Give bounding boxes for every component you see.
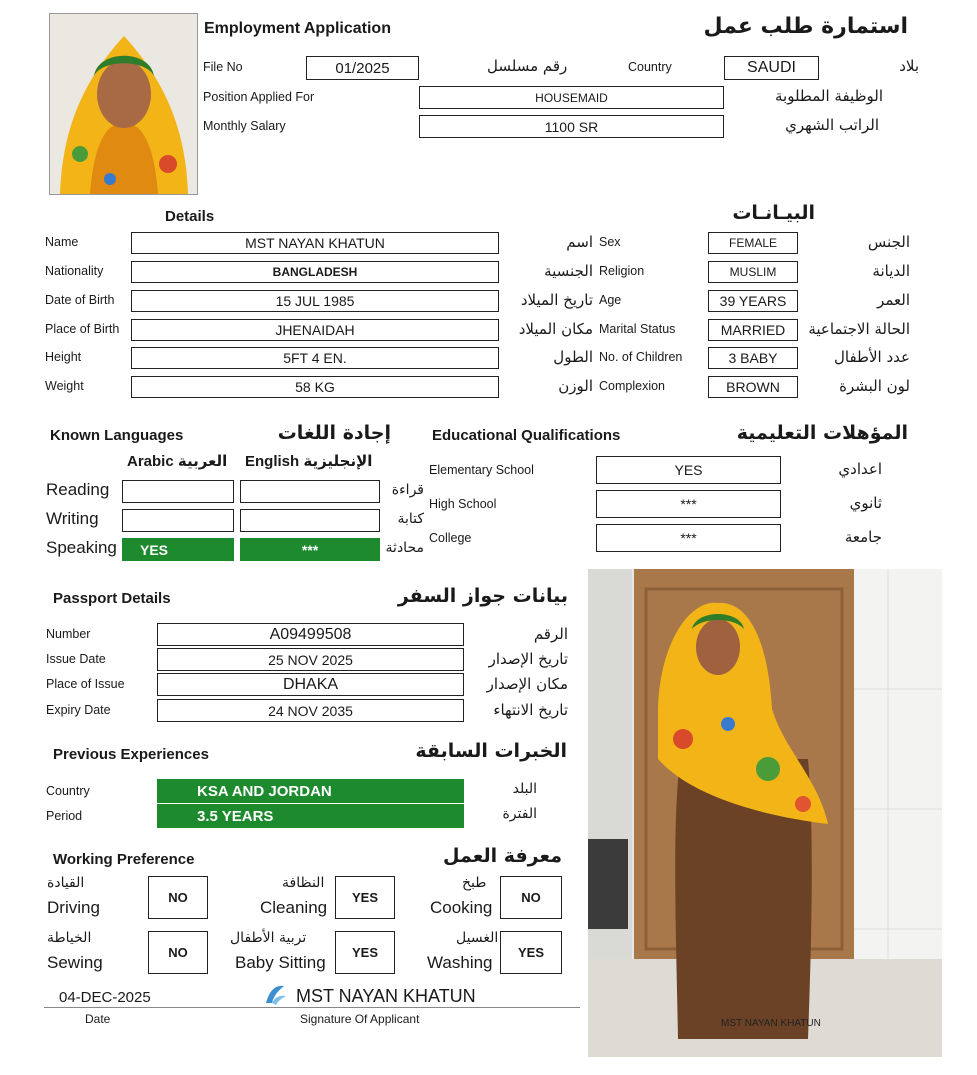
experience-title-ar: الخبرات السابقة <box>415 740 567 762</box>
position-field[interactable]: HOUSEMAID <box>419 86 724 109</box>
detail-field[interactable]: BROWN <box>708 376 798 398</box>
preference-checkbox[interactable]: NO <box>500 876 562 919</box>
detail-field[interactable]: BANGLADESH <box>131 261 499 283</box>
preference-ar-label: النظافة <box>282 875 325 891</box>
detail-ar-label: الحالة الاجتماعية <box>808 320 910 338</box>
lang-row-label: Writing <box>46 509 99 528</box>
preference-title-en: Working Preference <box>53 851 195 868</box>
passport-label: Issue Date <box>46 652 106 666</box>
education-title-ar: المؤهلات التعليمية <box>736 422 908 444</box>
photo-caption: MST NAYAN KHATUN <box>721 1018 821 1029</box>
detail-field[interactable]: MARRIED <box>708 319 798 341</box>
lang-col-english: English الإنجليزية <box>245 453 373 470</box>
passport-field[interactable]: 25 NOV 2025 <box>157 648 464 671</box>
detail-field[interactable]: JHENAIDAH <box>131 319 499 341</box>
detail-ar-label: الجنس <box>867 233 910 251</box>
preference-ar-label: الغسيل <box>456 930 499 946</box>
preference-label: Washing <box>427 953 493 972</box>
preference-label: Cooking <box>430 898 493 917</box>
detail-label: Religion <box>599 264 645 278</box>
applicant-portrait-photo <box>49 13 198 195</box>
detail-label: Name <box>45 235 79 249</box>
passport-field[interactable]: A09499508 <box>157 623 464 646</box>
edu-field[interactable]: YES <box>596 456 781 484</box>
preference-checkbox[interactable]: NO <box>148 876 208 919</box>
preference-title-ar: معرفة العمل <box>443 845 562 867</box>
signature-line <box>44 1007 580 1008</box>
detail-label: Age <box>599 293 622 307</box>
passport-title-en: Passport Details <box>53 590 171 607</box>
detail-label: Place of Birth <box>45 322 120 336</box>
lang-row-ar-label: كتابة <box>397 511 424 527</box>
preference-ar-label: الخياطة <box>47 930 92 946</box>
country-label: Country <box>628 60 672 74</box>
detail-ar-label: عدد الأطفال <box>834 348 910 366</box>
passport-label: Expiry Date <box>46 703 111 717</box>
detail-label: Nationality <box>45 264 104 278</box>
lang-row-ar-label: محادثة <box>385 540 424 556</box>
detail-ar-label: مكان الميلاد <box>518 320 593 338</box>
file-no-field[interactable]: 01/2025 <box>306 56 419 80</box>
lang-arabic-cell[interactable] <box>122 480 234 503</box>
experience-ar-label: البلد <box>512 781 537 797</box>
passport-ar-label: تاريخ الإصدار <box>488 650 568 668</box>
detail-ar-label: الديانة <box>872 262 910 280</box>
detail-label: No. of Children <box>599 350 683 364</box>
detail-field[interactable]: MST NAYAN KHATUN <box>131 232 499 254</box>
lang-col-arabic: Arabic العربية <box>127 453 228 470</box>
form-title-ar: استمارة طلب عمل <box>703 14 908 39</box>
experience-field[interactable]: KSA AND JORDAN <box>157 779 464 803</box>
detail-field[interactable]: 5FT 4 EN. <box>131 347 499 369</box>
detail-ar-label: الوزن <box>558 377 593 395</box>
details-title-en: Details <box>165 208 215 225</box>
passport-label: Place of Issue <box>46 677 125 691</box>
preference-ar-label: طبخ <box>462 875 487 891</box>
languages-title-en: Known Languages <box>50 427 184 444</box>
passport-ar-label: الرقم <box>533 625 568 643</box>
detail-field[interactable]: FEMALE <box>708 232 798 254</box>
detail-label: Sex <box>599 235 621 249</box>
passport-field[interactable]: DHAKA <box>157 673 464 696</box>
preference-ar-label: تربية الأطفال <box>230 930 307 946</box>
detail-field[interactable]: 15 JUL 1985 <box>131 290 499 312</box>
country-field[interactable]: SAUDI <box>724 56 819 80</box>
detail-field[interactable]: MUSLIM <box>708 261 798 283</box>
preference-label: Driving <box>47 898 100 917</box>
experience-label: Country <box>46 784 90 798</box>
file-no-label: File No <box>203 60 243 74</box>
details-title-ar: البيـانـات <box>732 202 815 224</box>
edu-label: High School <box>429 497 497 511</box>
detail-ar-label: لون البشرة <box>839 377 910 395</box>
edu-label: Elementary School <box>429 463 534 477</box>
lang-arabic-cell[interactable] <box>122 509 234 532</box>
edu-ar-label: جامعة <box>844 528 882 546</box>
detail-ar-label: الطول <box>553 348 593 366</box>
preference-label: Cleaning <box>260 898 328 917</box>
salary-field[interactable]: 1100 SR <box>419 115 724 138</box>
detail-field[interactable]: 3 BABY <box>708 347 798 369</box>
country-ar-label: بلاد <box>899 57 919 75</box>
signature-label: Signature Of Applicant <box>300 1012 420 1026</box>
detail-label: Height <box>45 350 82 364</box>
lang-english-cell[interactable] <box>240 509 380 532</box>
lang-row-ar-label: قراءة <box>391 482 424 498</box>
passport-ar-label: مكان الإصدار <box>486 675 568 693</box>
salary-ar-label: الراتب الشهري <box>785 116 879 134</box>
detail-field[interactable]: 39 YEARS <box>708 290 798 312</box>
passport-title-ar: بيانات جواز السفر <box>397 585 568 607</box>
lang-row-label: Reading <box>46 480 110 499</box>
date-label: Date <box>85 1012 111 1026</box>
edu-label: College <box>429 531 472 545</box>
passport-ar-label: تاريخ الانتهاء <box>493 701 568 719</box>
experience-field[interactable]: 3.5 YEARS <box>157 804 464 828</box>
education-title-en: Educational Qualifications <box>432 427 621 444</box>
position-ar-label: الوظيفة المطلوبة <box>775 87 883 105</box>
salary-label: Monthly Salary <box>203 119 286 133</box>
lang-english-cell[interactable]: *** <box>240 538 380 561</box>
edu-field[interactable]: *** <box>596 524 781 552</box>
detail-ar-label: العمر <box>877 291 910 309</box>
preference-checkbox[interactable]: YES <box>335 876 395 919</box>
experience-ar-label: الفترة <box>502 806 537 822</box>
file-no-ar-label: رقم مسلسل <box>487 57 568 75</box>
lang-english-cell[interactable] <box>240 480 380 503</box>
experience-title-en: Previous Experiences <box>53 746 209 763</box>
applicant-full-photo <box>588 569 942 1057</box>
preference-checkbox[interactable]: YES <box>335 931 395 974</box>
edu-ar-label: ثانوي <box>849 494 882 512</box>
detail-label: Marital Status <box>599 322 676 336</box>
detail-label: Date of Birth <box>45 293 115 307</box>
signature-value: MST NAYAN KHATUN <box>296 986 476 1006</box>
edu-field[interactable]: *** <box>596 490 781 518</box>
preference-checkbox[interactable]: YES <box>500 931 562 974</box>
detail-ar-label: الجنسية <box>544 262 593 280</box>
detail-ar-label: تاريخ الميلاد <box>520 291 593 309</box>
experience-label: Period <box>46 809 83 823</box>
form-title-en: Employment Application <box>204 20 391 37</box>
edu-ar-label: اعدادي <box>838 460 882 478</box>
preference-label: Sewing <box>47 953 103 972</box>
date-value: 04-DEC-2025 <box>59 989 151 1006</box>
passport-field[interactable]: 24 NOV 2035 <box>157 699 464 722</box>
preference-checkbox[interactable]: NO <box>148 931 208 974</box>
detail-label: Complexion <box>599 379 666 393</box>
preference-label: Baby Sitting <box>235 953 326 972</box>
preference-ar-label: القيادة <box>47 875 85 891</box>
lang-arabic-cell[interactable]: YES <box>122 538 234 561</box>
languages-title-ar: إجادة اللغات <box>277 422 391 444</box>
lang-row-label: Speaking <box>46 538 117 557</box>
detail-field[interactable]: 58 KG <box>131 376 499 398</box>
position-label: Position Applied For <box>203 90 315 104</box>
passport-label: Number <box>46 627 91 641</box>
detail-label: Weight <box>45 379 84 393</box>
detail-ar-label: اسم <box>566 233 593 251</box>
